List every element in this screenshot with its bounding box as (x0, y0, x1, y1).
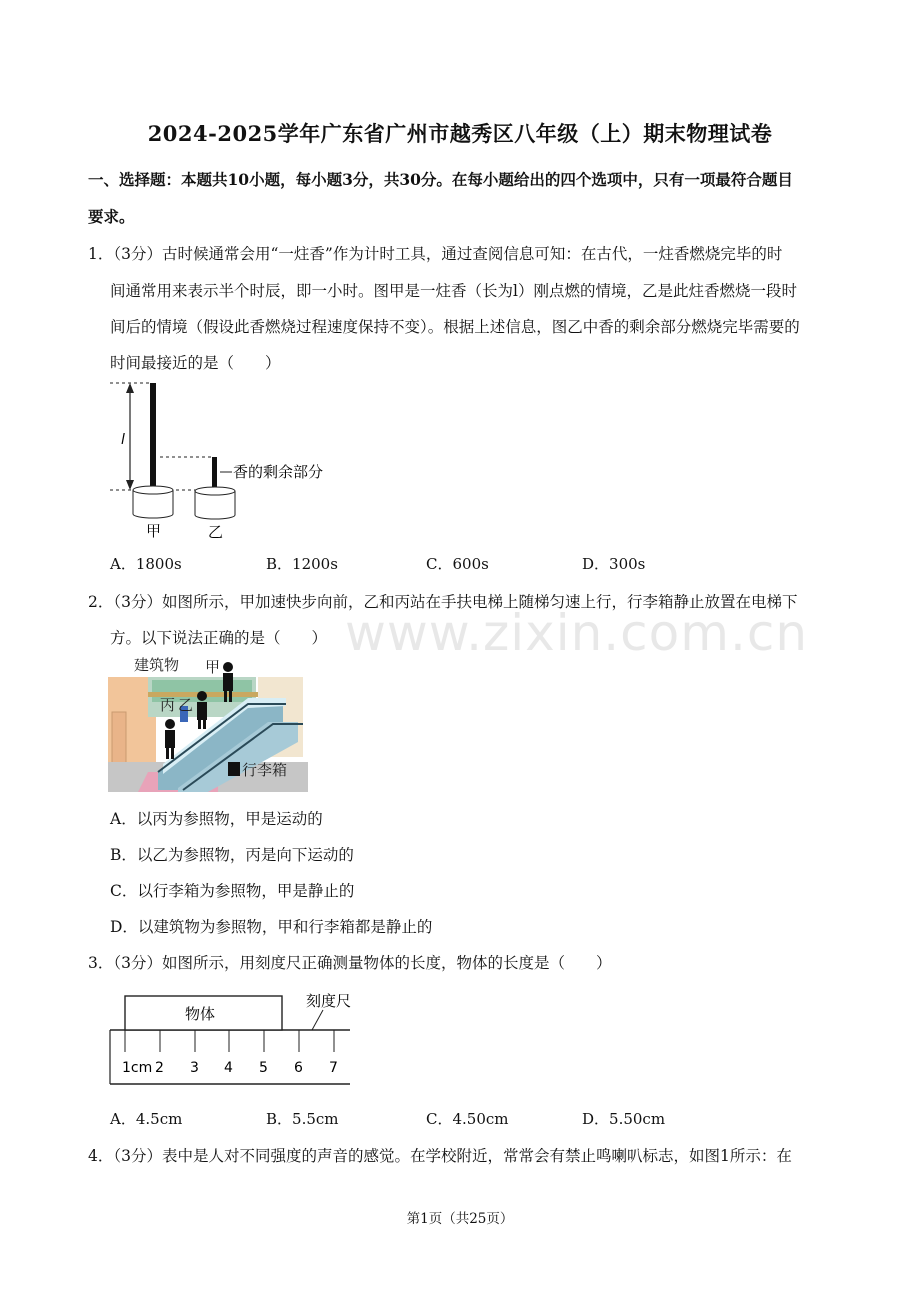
q1-stem-cont: 间后的情境（假设此香燃烧过程速度保持不变）。根据上述信息，图乙中香的剩余部分燃烧完毕需要的 (110, 318, 800, 336)
tick-label: 6 (294, 1060, 303, 1076)
q1-option-a[interactable]: A．1800s (110, 555, 182, 573)
section-heading: 一、选择题：本题共10小题，每小题3分，共30分。在每小题给出的四个选项中，只有一项最符合题目 (88, 170, 793, 189)
q1-stem-cont: 间通常用来表示半个时辰，即一小时。图甲是一炷香（长为l）刚点燃的情境，乙是此炷香燃烧一段时 (110, 282, 797, 300)
q2-option-b[interactable]: B．以乙为参照物，丙是向下运动的 (110, 846, 354, 864)
yi-label: 乙 (208, 523, 224, 541)
q1-stem-cont: 时间最接近的是（ ） (110, 354, 281, 372)
ruler-label: 刻度尺 (306, 992, 352, 1010)
object-label: 物体 (185, 1005, 216, 1023)
tick-label: 2 (155, 1060, 164, 1076)
building-label: 建筑物 (134, 656, 180, 674)
q2-stem-cont: 方。以下说法正确的是（ ） (110, 629, 328, 647)
tick-label: 4 (224, 1060, 233, 1076)
bing-label: 丙 (160, 696, 176, 714)
length-label: l (121, 432, 125, 448)
ruler-ticks (125, 1030, 334, 1052)
q3-option-d[interactable]: D．5.50cm (582, 1110, 666, 1128)
q3-option-a[interactable]: A．4.5cm (110, 1110, 183, 1128)
tick-label: 7 (329, 1060, 338, 1076)
q1-option-b[interactable]: B．1200s (266, 555, 338, 573)
q3-ruler-figure (108, 986, 362, 1090)
remain-label: 香的剩余部分 (233, 463, 324, 481)
q2-stem: 2．（3分）如图所示，甲加速快步向前，乙和丙站在手扶电梯上随梯匀速上行，行李箱静止放置在电梯下 (88, 593, 798, 611)
q2-option-c[interactable]: C．以行李箱为参照物，甲是静止的 (110, 882, 355, 900)
jia-label: 甲 (146, 522, 162, 540)
yi-label: 乙 (178, 696, 194, 714)
q3-stem: 3．（3分）如图所示，用刻度尺正确测量物体的长度，物体的长度是（ ） (88, 954, 612, 972)
tick-label: 3 (190, 1060, 199, 1076)
q2-option-d[interactable]: D．以建筑物为参照物，甲和行李箱都是静止的 (110, 918, 433, 936)
q2-option-a[interactable]: A．以丙为参照物，甲是运动的 (110, 810, 323, 828)
luggage-label: 行李箱 (242, 761, 288, 779)
q4-stem: 4．（3分）表中是人对不同强度的声音的感觉。在学校附近，常常会有禁止鸣喇叭标志，如图1所示：在 (88, 1147, 792, 1165)
q3-option-c[interactable]: C．4.50cm (426, 1110, 509, 1128)
q1-stem: 1．（3分）古时候通常会用“一炷香”作为计时工具，通过查阅信息可知：在古代，一炷香燃烧完毕的时 (88, 245, 783, 263)
tick-label: 5 (259, 1060, 268, 1076)
q2-escalator-figure (108, 652, 308, 794)
q1-option-d[interactable]: D．300s (582, 555, 646, 573)
q1-option-c[interactable]: C．600s (426, 555, 489, 573)
q1-incense-figure (108, 378, 338, 544)
page-footer: 第1页（共25页） (406, 1211, 514, 1227)
jia-label: 甲 (205, 658, 221, 676)
q3-option-b[interactable]: B．5.5cm (266, 1110, 339, 1128)
section-heading-cont: 要求。 (88, 207, 135, 226)
tick-label: 1cm (122, 1060, 153, 1076)
watermark: www.zixin.com.cn (345, 604, 809, 662)
page-title: 2024-2025学年广东省广州市越秀区八年级（上）期末物理试卷 (147, 121, 773, 146)
